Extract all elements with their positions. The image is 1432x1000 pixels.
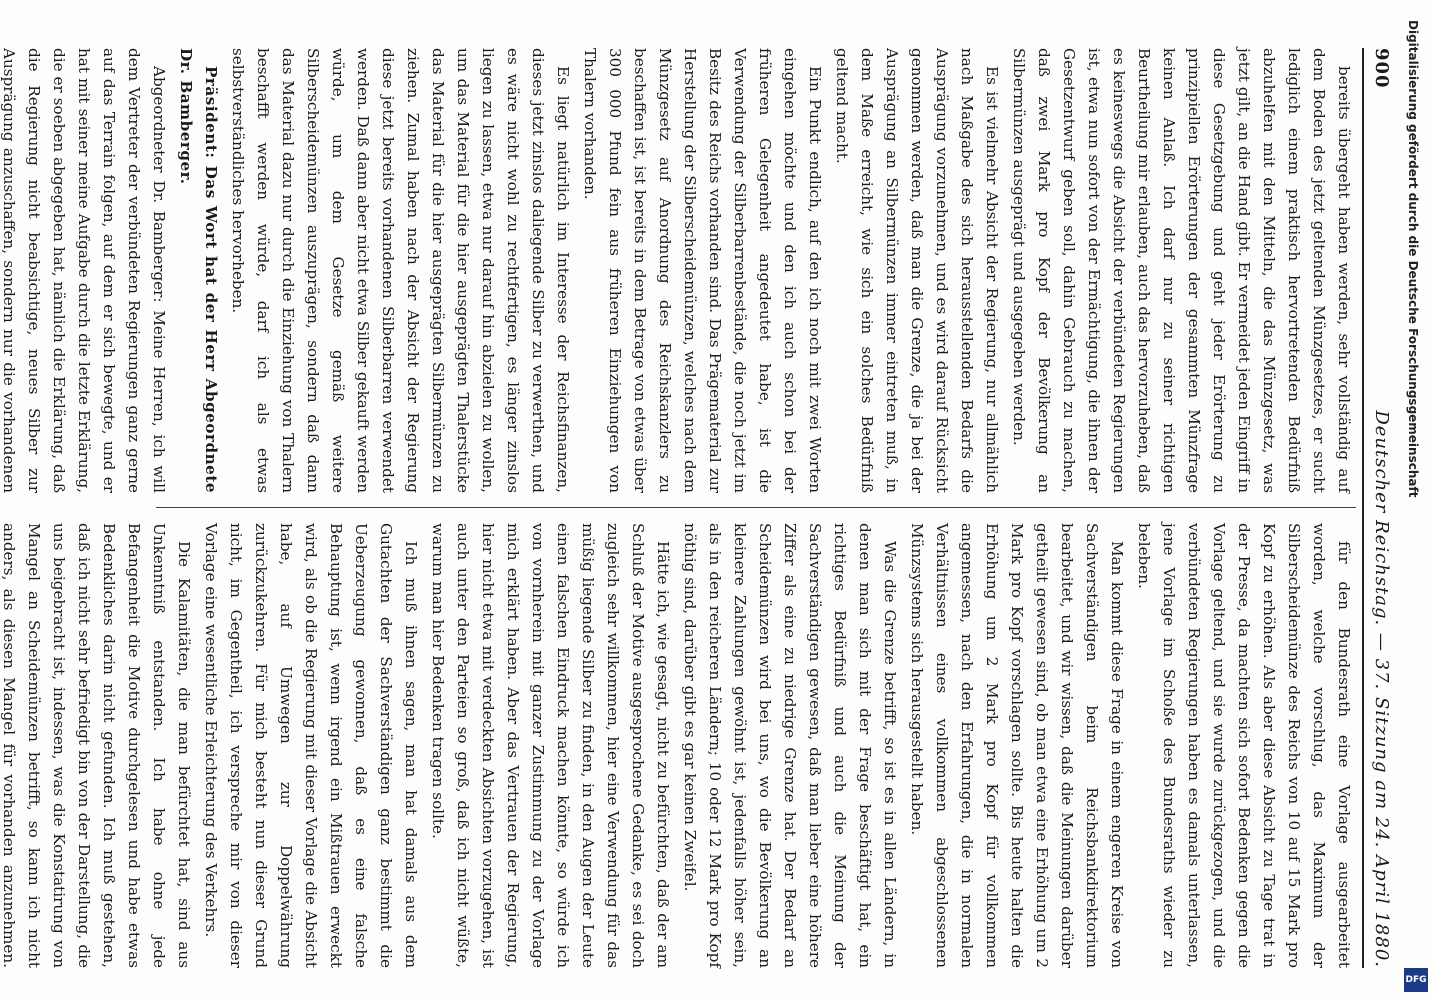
right-column: [0, 523, 1356, 968]
column-divider: [156, 507, 1356, 508]
paragraph: für den Bundesrath eine Vorlage ausgearbeitet worden, welche vorschlug, das Maximum der Silberscheidemünze des Reichs von 10 auf 15 Mark pro Kopf zu erhöhen. Als aber diese Absicht zu Tage trat in der Presse, da machten sich sofort Bedenken gegen die Vorlage geltend, und sie wurde zurückgezogen, und die verbündeten Regierungen haben es damals unterlassen, jene Vorlage im Schoße des Bundesraths wieder zu beleben.: [1135, 523, 1353, 968]
page-number: 900: [1371, 48, 1393, 89]
paragraph: Man kommt diese Frage in einem engeren Kreise von Sachverständigen beim Reichsbankdirektorium bearbeitet, und wir wissen, daß die Meinungen darüber getheilt gewesen sind, ob man etwa eine Erhöhung um 2 Mark pro Kopf vorschlagen sollte. Bis heute halten die Erhöhung um 2 Mark pro Kopf für vollkommen angemessen, nach den Erfahrungen, die in normalen Verhältnissen eines vollkommen abgeschlossenen Münzsystems sich herausgestellt haben.: [908, 523, 1126, 968]
running-head: Deutscher Reichstag. — 37. Sitzung am 24. April 1880.: [1371, 410, 1393, 968]
header-rule: [1362, 48, 1364, 968]
dfg-logo-icon: DFG: [1404, 968, 1428, 992]
paragraph: bereits übergeht haben werden, sehr vollständig auf dem Boden des jetzt geltenden Münzgesetzes, er sucht lediglich einem praktisch hervortretenden Bedürfniß abzuhelfen mit den Mitteln, die das Münzgesetz, was jetzt gilt, an die Hand gibt. Er vermeidet jeden Eingriff in diese Gesetzgebung und geht jeder Erörterung zu prinzipiellen Erörterungen der gesammten Münzfrage keinen Anlaß. Ich darf nur zu seiner richtigen Beurtheilung mir erlauben, auch das hervorzuheben, daß es keineswegs die Absicht der verbündeten Regierungen ist, etwa nun sofort von der Ermächtigung, die ihnen der Gesetzentwurf geben soll, dahin Gebrauch zu machen, daß zwei Mark pro Kopf der Bevölkerung an Silbermünzen ausgeprägt und ausgegeben werden.: [1010, 48, 1353, 493]
paragraph: Die Kalamitäten, die man befürchtet hat, sind aus Unkenntniß entstanden. Ich habe ohne jede Befangenheit die Motive durchgelesen und habe etwas Bedenkliches darin nicht gefunden. Ich muß gestehen, daß ich nicht sehr befriedigt bin von der Darstellung, die uns beigebracht ist, indessen, was die Konstatirung von Mangel an Scheidemünzen betrifft, so kann ich nicht anders, als diesen Mangel für vorhanden anzunehmen.: [0, 523, 193, 968]
paragraph: Hätte ich, wie gesagt, nicht zu befürchten, daß der am Schluß der Motive ausgesprochene Gedanke, es sei doch zugleich sehr willkommen, hier eine Verwendung für das müßig liegende Silber zu finden, in den Augen der Leute einen falschen Eindruck machen könnte, so würde ich von vornherein mit ganzer Zustimmung zu der Vorlage mich erklärt haben. Aber das Vertrauen der Regierung, hier nicht etwa mit verdeckten Absichten vorzugehen, ist auch unter den Parteien so groß, daß ich nicht wüßte, warum man hier Bedenken tragen sollte.: [429, 523, 672, 968]
digitization-credit-strip: [1396, 20, 1426, 980]
rotated-page-content: [0, 48, 1396, 968]
paragraph: Es liegt natürlich im Interesse der Reichsfinanzen, dieses jetzt zinslos daliegende Silber zu verwerthen, und es wäre nicht wohl zu rechtfertigen, es länger zinslos liegen zu lassen, etwa nur darauf hin abzielen zu wollen, um das Material für die hier ausgeprägten Thalerstücke das Material für die hier ausgeprägten Silbermünzen zu ziehen. Zumal haben nach der Absicht der Regierung diese jetzt bereits vorhandenen Silberbarren verwendet werden. Daß dann aber nicht etwa Silber gekauft werden würde, um dem Gesetze gemäß weitere Silberscheidemünzen auszuprägen, sondern daß dann das Material dazu nur durch die Einziehung von Thalern beschafft werden würde, darf ich als etwas selbstverständliches hervorheben.: [229, 48, 572, 493]
paragraph: Ein Punkt endlich, auf den ich noch mit zwei Worten eingehen möchte und den ich auch schon bei der früheren Gelegenheit angedeutet habe, ist die Verwendung der Silberbarrenbestände, die noch jetzt im Besitz des Reichs vorhanden sind. Das Prägematerial zur Herstellung der Silberscheidemünzen, welches nach dem Münzgesetz auf Anordnung des Reichskanzlers zu beschaffen ist, ist bereits in dem Betrage von etwas über 300 000 Pfund fein aus früheren Einziehungen von Thalern vorhanden.: [581, 48, 824, 493]
left-column: [0, 48, 1356, 493]
digitization-credit-text: Digitalisierung gefördert durch die Deutsche Forschungsgemeinschaft: [1406, 20, 1420, 498]
paragraph: Ich muß ihnen sagen, man hat damals aus dem Gutachten der Sachverständigen ganz bestimmt die Ueberzeugung gewonnen, daß es eine falsche Behauptung ist, wenn irgend ein Mißtrauen erweckt wird, als ob die Regierung mit dieser Vorlage die Absicht habe, auf Umwegen zur Doppelwährung zurückzukehren. Für mich besteht nun dieser Grund nicht, im Gegentheil, ich verspreche mir von dieser Vorlage eine wesentliche Erleichterung des Verkehrs.: [202, 523, 420, 968]
page-header: [1368, 48, 1396, 968]
president-remark: Präsident: Das Wort hat der Herr Abgeordnete Dr. Bamberger.: [177, 48, 220, 493]
paragraph: Was die Grenze betrifft, so ist es in allen Ländern, in denen man sich mit der Frage beschäftigt hat, ein richtiges Bedürfniß und auch die Meinung der Sachverständigen gewesen, daß man lieber eine höhere Ziffer als eine zu niedrige Grenze hat. Der Bedarf an Scheidemünzen wird bei uns, wo die Bevölkerung an kleinere Zahlungen gewöhnt ist, jedenfalls höher sein, als in den reicheren Ländern; 10 oder 12 Mark pro Kopf nöthig sind, darüber gibt es gar keinen Zweifel.: [681, 523, 899, 968]
paragraph: Es ist vielmehr Absicht der Regierung, nur allmählich nach Maßgabe des sich herausstellenden Bedarfs die Ausprägung vorzunehmen, und es wird darauf Rücksicht genommen werden, daß man die Grenze, die ja bei der Ausprägung an Silbermünzen immer eintreten muß, in dem Maße erreicht, wie sich ein solches Bedürfniß geltend macht.: [833, 48, 1001, 493]
paragraph: Abgeordneter Dr. Bamberger: Meine Herren, ich will dem Vertreter der verbündeten Regierungen ganz gerne auf das Terrain folgen, auf dem er sich bewegte, und er hat mit seiner meine Aufgabe durch die letzte Erklärung, die er soeben abgegeben hat, nämlich die Erklärung, daß die Regierung nicht beabsichtige, neues Silber zur Ausprägung anzuschaffen, sondern nur die vorhandenen: [0, 48, 168, 493]
